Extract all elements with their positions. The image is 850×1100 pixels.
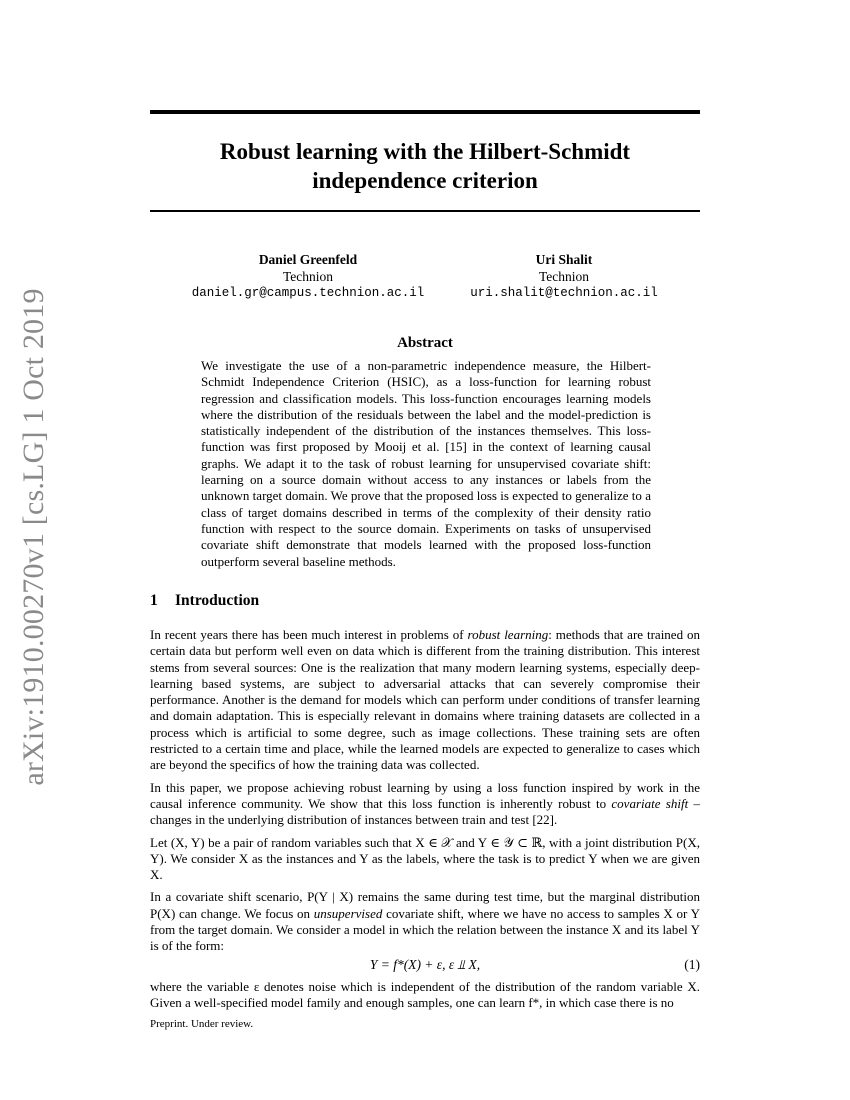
paragraph-1-emphasis: robust learning [467,627,549,642]
paragraph-2 [150,780,700,829]
paragraph-1 [150,627,700,774]
author-name: Daniel Greenfeld [258,252,358,267]
title-top-rule [150,110,700,114]
paragraph-2-text-b: – changes in the underlying distribution of instances between train and test [22]. [150,795,701,828]
paragraph-1-text-a: In recent years there has been much interest in problems of [150,627,468,642]
arxiv-id: arXiv:1910.00270v1 [cs.LG] 1 Oct 2019 [17,288,50,786]
author-block-2 [434,251,694,302]
paragraph-1-text-b: : methods that are trained on certain data but perform well even on data which is different from the training distribution. This interest stems from several sources: One is the realization that many modern learning systems, especially deep-learning based systems, are subject to adversarial attacks that can severely compromise their performance. Another is the demand for models which can perform under conditions of transfer learning and domain adaptation. This is especially relevant in domains where training datasets are collected in a process which is artificial to some degree, such as image collections. These training sets are often restricted to a certain time and place, while the learned models are expected to generalize to cases which are beyond the specifics of how the training data was collected. [150,627,700,773]
author-affiliation: Technion [538,269,590,284]
paper-title [150,137,700,195]
title-line-1: Robust learning with the Hilbert-Schmidt [219,139,631,164]
abstract-heading: Abstract [397,335,453,351]
paragraph-4-emphasis: unsupervised [313,905,383,921]
section-title: Introduction [175,592,260,609]
author-block-1 [178,251,438,302]
author-name: Uri Shalit [535,252,593,267]
equation-1 [150,955,700,977]
abstract-text: We investigate the use of a non-parametric independence measure, the Hilbert-Schmidt Independence Criterion (HSIC), as a loss-function for learning robust regression and classification models. This loss-function encourages learning models where the distribution of the residuals between the label and the model-prediction is statistically independent of the distribution of the instances themselves. This loss-function was first proposed by Mooij et al. [15] in the context of learning causal graphs. We adapt it to the task of robust learning for unsupervised covariate shift: learning on a source domain without access to any instances or labels from the unknown target domain. We prove that the proposed loss is expected to generalize to a class of target domains described in terms of the complexity of their density ratio function with respect to the source domain. Experiments on tasks of unsupervised covariate shift demonstrate that models learned with the proposed loss-function outperform several baseline methods. [201,358,651,569]
paragraph-2-emphasis: covariate shift [611,795,689,811]
paragraph-4-text-b: covariate shift, where we have no access to samples X or Y from the target domain. We consider a model in which the relation between the instance X and its label Y is of the form: [150,905,700,954]
paragraph-3: Let (X, Y) be a pair of random variables such that X ∈ 𝒳 and Y ∈ 𝒴 ⊂ ℝ, with a joint distribution P(X, Y). We consider X as the instances and Y as the labels, where the task is to predict Y when we are given X. [150,834,700,883]
author-affiliation: Technion [282,269,334,284]
title-bottom-rule [150,210,700,212]
body-text [150,627,700,1017]
paragraph-2-text-a: In this paper, we propose achieving robust learning by using a loss function inspired by work in the causal inference community. We show that this loss function is inherently robust to [150,779,700,811]
author-email: uri.shalit@technion.ac.il [470,286,658,300]
paragraph-4 [150,889,700,954]
paragraph-5: where the variable ε denotes noise which is independent of the distribution of the random variable X. Given a well-specified model family and enough samples, one can learn f*, in which case there is no [150,978,700,1010]
equation-number: (1) [684,956,700,972]
equation-expression: Y = f*(X) + ε, ε ⫫ X, [369,956,481,972]
title-line-2: independence criterion [312,168,538,193]
footer-note: Preprint. Under review. [150,1018,254,1030]
section-heading [150,592,259,610]
section-number: 1 [150,592,158,609]
author-email: daniel.gr@campus.technion.ac.il [191,286,425,300]
paragraph-4-text-a: In a covariate shift scenario, P(Y | X) remains the same during test time, but the marginal distribution P(X) can change. We focus on [150,889,700,921]
arxiv-sidebar-stamp [10,288,58,786]
